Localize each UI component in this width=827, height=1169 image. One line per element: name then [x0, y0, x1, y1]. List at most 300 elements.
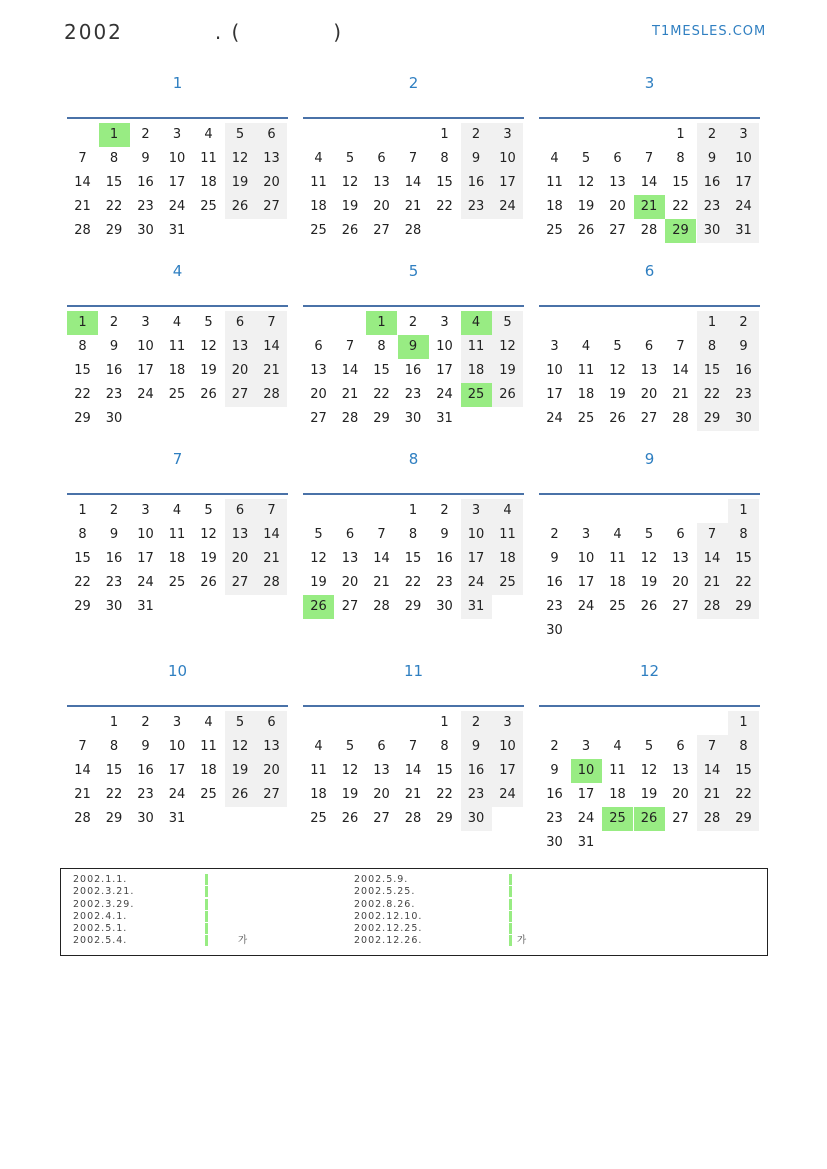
day-cell: 9 [109, 527, 119, 542]
day-cell: 2 [697, 123, 728, 147]
day-cell: 17 [492, 759, 523, 783]
day-cell: 19 [577, 199, 595, 214]
month-title: 9 [644, 450, 655, 468]
day-cell: 8 [109, 739, 119, 754]
day-cell: 2 [141, 715, 150, 730]
day-cell: 27 [672, 599, 689, 614]
day-cell: 26 [200, 575, 217, 590]
month-rule [67, 493, 288, 495]
day-cell: 24 [728, 195, 759, 219]
day-cell: 26 [577, 223, 595, 238]
day-cell: 4 [204, 715, 213, 730]
day-cell: 23 [461, 195, 492, 219]
day-cell: 12 [200, 339, 217, 354]
day-cell: 12 [640, 763, 658, 778]
day-cell: 25 [461, 383, 492, 407]
day-cell: 3 [581, 527, 591, 542]
day-cell: 12 [310, 551, 327, 566]
day-cell: 13 [225, 335, 256, 359]
day-cell: 24 [436, 387, 453, 402]
day-cell: 11 [546, 175, 563, 190]
day-cell: 26 [492, 383, 523, 407]
day-cell: 26 [225, 783, 256, 807]
day-cell: 5 [314, 527, 323, 542]
day-cell: 23 [546, 599, 563, 614]
holiday-note-row [354, 886, 422, 898]
day-cell: 5 [225, 123, 256, 147]
day-cell: 11 [609, 763, 626, 778]
day-cell: 20 [672, 575, 689, 590]
month-title: 11 [403, 662, 424, 680]
day-cell: 11 [168, 339, 186, 354]
day-cell: 5 [225, 711, 256, 735]
day-cell: 28 [74, 223, 91, 238]
holiday-date: 2002.5.9. [354, 874, 409, 885]
day-cell: 31 [168, 811, 186, 826]
holiday-note-row [73, 923, 134, 935]
day-cell: 25 [609, 599, 626, 614]
day-cell: 27 [310, 411, 327, 426]
day-cell: 6 [345, 527, 355, 542]
day-cell: 1 [109, 715, 119, 730]
day-cell: 2 [550, 527, 559, 542]
day-cell: 17 [728, 171, 759, 195]
month-rule [303, 117, 524, 119]
holiday-date: 2002.12.26. [354, 935, 423, 947]
holiday-note-row [73, 935, 249, 947]
day-cell: 31 [137, 599, 154, 614]
day-cell: 1 [78, 503, 87, 518]
day-cell: 1 [67, 311, 98, 335]
day-cell: 7 [345, 339, 355, 354]
day-cell: 22 [728, 571, 759, 595]
day-cell: 17 [577, 575, 595, 590]
day-cell: 18 [461, 359, 492, 383]
day-cell: 29 [105, 811, 123, 826]
day-cell: 4 [492, 499, 523, 523]
day-cell: 17 [461, 547, 492, 571]
day-cell: 31 [168, 223, 186, 238]
day-cell: 19 [225, 759, 256, 783]
day-cell: 28 [640, 223, 658, 238]
day-cell: 28 [256, 383, 287, 407]
day-cell: 17 [546, 387, 563, 402]
holiday-notes-right-column [354, 874, 528, 948]
day-cell: 10 [168, 151, 186, 166]
day-cell: 18 [200, 175, 217, 190]
day-cell: 16 [546, 575, 563, 590]
day-cell: 25 [310, 811, 327, 826]
day-cell: 5 [345, 739, 355, 754]
day-cell: 29 [697, 407, 728, 431]
day-cell: 9 [550, 551, 559, 566]
day-cell: 21 [256, 547, 287, 571]
day-cell: 9 [728, 335, 759, 359]
holiday-note-row [354, 899, 422, 911]
day-cell: 2 [461, 711, 492, 735]
day-cell: 4 [613, 739, 622, 754]
month-rule [67, 117, 288, 119]
day-cell: 2 [728, 311, 759, 335]
day-cell: 23 [105, 387, 123, 402]
day-cell: 22 [672, 199, 689, 214]
day-cell: 5 [644, 739, 654, 754]
day-cell: 11 [577, 363, 595, 378]
month-title: 7 [172, 450, 183, 468]
day-cell: 26 [200, 387, 217, 402]
day-cell: 3 [461, 499, 492, 523]
holiday-notes-box [60, 868, 768, 956]
day-cell: 18 [200, 763, 217, 778]
day-cell: 4 [172, 503, 182, 518]
day-cell: 15 [373, 363, 390, 378]
day-cell: 12 [341, 763, 359, 778]
day-cell: 17 [492, 171, 523, 195]
day-cell: 7 [697, 523, 728, 547]
day-cell: 3 [141, 503, 150, 518]
day-cell: 6 [314, 339, 323, 354]
day-cell: 16 [137, 763, 154, 778]
day-cell: 7 [644, 151, 654, 166]
holiday-desc: 가 [517, 935, 528, 947]
day-cell: 9 [398, 335, 429, 359]
month-rule [67, 305, 288, 307]
day-cell: 31 [436, 411, 453, 426]
day-cell: 20 [310, 387, 327, 402]
day-cell: 18 [310, 199, 327, 214]
day-cell: 19 [609, 387, 626, 402]
day-cell: 16 [105, 551, 123, 566]
day-cell: 14 [697, 759, 728, 783]
day-cell: 28 [697, 807, 728, 831]
month-title: 1 [172, 74, 183, 92]
day-cell: 21 [404, 787, 422, 802]
day-cell: 28 [404, 223, 422, 238]
day-cell: 16 [105, 363, 123, 378]
day-cell: 12 [609, 363, 626, 378]
day-cell: 6 [676, 739, 685, 754]
day-cell: 9 [461, 735, 492, 759]
day-cell: 4 [204, 127, 213, 142]
day-cell: 22 [728, 783, 759, 807]
day-cell: 23 [728, 383, 759, 407]
holiday-note-row [73, 911, 134, 923]
day-cell: 23 [404, 387, 422, 402]
day-cell: 23 [546, 811, 563, 826]
day-cell: 27 [225, 571, 256, 595]
day-cell: 18 [168, 551, 186, 566]
day-cell: 25 [200, 199, 217, 214]
month-rule [303, 305, 524, 307]
day-cell: 15 [728, 547, 759, 571]
day-cell: 13 [640, 363, 658, 378]
day-cell: 11 [310, 763, 327, 778]
day-cell: 19 [640, 787, 658, 802]
day-cell: 17 [436, 363, 453, 378]
holiday-marker [205, 911, 208, 922]
month-title: 2 [408, 74, 419, 92]
day-cell: 13 [672, 763, 689, 778]
day-cell: 16 [461, 759, 492, 783]
day-cell: 14 [404, 175, 422, 190]
day-cell: 6 [644, 339, 654, 354]
day-cell: 8 [728, 735, 759, 759]
day-cell: 1 [697, 311, 728, 335]
day-cell: 13 [672, 551, 689, 566]
holiday-date: 2002.5.1. [73, 923, 128, 935]
month-rule [303, 493, 524, 495]
day-cell: 22 [436, 787, 453, 802]
day-cell: 20 [225, 359, 256, 383]
day-cell: 27 [341, 599, 359, 614]
day-cell: 27 [373, 811, 390, 826]
day-cell: 15 [436, 763, 453, 778]
day-cell: 6 [613, 151, 622, 166]
day-cell: 1 [440, 127, 449, 142]
day-cell: 16 [697, 171, 728, 195]
day-cell: 6 [676, 527, 685, 542]
day-cell: 22 [436, 199, 453, 214]
day-cell: 23 [137, 199, 154, 214]
day-cell: 14 [74, 763, 91, 778]
day-cell: 22 [74, 575, 91, 590]
day-cell: 15 [105, 763, 123, 778]
day-cell: 19 [640, 575, 658, 590]
day-cell: 9 [141, 739, 150, 754]
day-cell: 26 [225, 195, 256, 219]
day-cell: 18 [546, 199, 563, 214]
day-cell: 8 [697, 335, 728, 359]
day-cell: 22 [105, 787, 123, 802]
day-cell: 25 [577, 411, 595, 426]
holiday-note-row [73, 899, 134, 911]
day-cell: 19 [341, 787, 359, 802]
day-cell: 10 [728, 147, 759, 171]
month-rule [67, 705, 288, 707]
day-cell: 19 [492, 359, 523, 383]
day-cell: 24 [461, 571, 492, 595]
day-cell: 20 [609, 199, 626, 214]
day-cell: 17 [137, 551, 154, 566]
day-cell: 12 [640, 551, 658, 566]
month-title: 4 [172, 262, 183, 280]
month-title: 10 [167, 662, 188, 680]
day-cell: 7 [697, 735, 728, 759]
day-cell: 5 [345, 151, 355, 166]
day-cell: 20 [640, 387, 658, 402]
day-cell: 30 [546, 835, 563, 850]
holiday-notes-left-column [73, 874, 249, 948]
holiday-marker [509, 935, 512, 946]
day-cell: 5 [204, 315, 213, 330]
day-cell: 11 [168, 527, 186, 542]
day-cell: 9 [141, 151, 150, 166]
day-cell: 29 [74, 411, 91, 426]
month-title: 8 [408, 450, 419, 468]
day-cell: 27 [256, 195, 287, 219]
day-cell: 19 [310, 575, 327, 590]
day-cell: 29 [404, 599, 422, 614]
day-cell: 6 [377, 151, 386, 166]
day-cell: 7 [377, 527, 386, 542]
day-cell: 6 [377, 739, 386, 754]
day-cell: 11 [200, 739, 217, 754]
day-cell: 22 [105, 199, 123, 214]
holiday-date: 2002.8.26. [354, 898, 416, 910]
day-cell: 16 [461, 171, 492, 195]
month-rule [539, 305, 760, 307]
day-cell: 25 [168, 387, 186, 402]
day-cell: 2 [550, 739, 559, 754]
holiday-date: 2002.3.21. [73, 886, 135, 898]
day-cell: 28 [697, 595, 728, 619]
day-cell: 9 [440, 527, 449, 542]
day-cell: 13 [256, 147, 287, 171]
day-cell: 25 [168, 575, 186, 590]
day-cell: 9 [109, 339, 119, 354]
day-cell: 24 [492, 783, 523, 807]
day-cell: 11 [461, 335, 492, 359]
day-cell: 24 [577, 811, 595, 826]
day-cell: 28 [341, 411, 359, 426]
day-cell: 23 [137, 787, 154, 802]
day-cell: 26 [341, 223, 359, 238]
day-cell: 31 [577, 835, 595, 850]
day-cell: 14 [256, 335, 287, 359]
day-cell: 8 [440, 151, 449, 166]
month-rule [539, 117, 760, 119]
day-cell: 3 [492, 711, 523, 735]
day-cell: 2 [461, 123, 492, 147]
day-cell: 24 [137, 575, 154, 590]
day-cell: 7 [78, 151, 87, 166]
day-cell: 21 [256, 359, 287, 383]
day-cell: 21 [341, 387, 359, 402]
day-cell: 6 [256, 123, 287, 147]
day-cell: 13 [225, 523, 256, 547]
day-cell: 5 [492, 311, 523, 335]
day-cell: 26 [609, 411, 626, 426]
day-cell: 20 [256, 759, 287, 783]
day-cell: 10 [492, 147, 523, 171]
day-cell: 22 [697, 383, 728, 407]
day-cell: 28 [404, 811, 422, 826]
day-cell: 30 [436, 599, 453, 614]
day-cell: 11 [609, 551, 626, 566]
day-cell: 17 [168, 175, 186, 190]
day-cell: 16 [546, 787, 563, 802]
day-cell: 20 [373, 787, 390, 802]
day-cell: 19 [341, 199, 359, 214]
day-cell: 15 [436, 175, 453, 190]
day-cell: 1 [676, 127, 685, 142]
day-cell: 16 [728, 359, 759, 383]
day-cell: 24 [546, 411, 563, 426]
day-cell: 28 [373, 599, 390, 614]
holiday-note-row [354, 923, 422, 935]
day-cell: 29 [436, 811, 453, 826]
day-cell: 8 [440, 739, 449, 754]
day-cell: 24 [492, 195, 523, 219]
day-cell: 13 [609, 175, 626, 190]
holiday-date: 2002.12.10. [354, 910, 423, 922]
holiday-note-row [354, 935, 528, 947]
month-rule [539, 705, 760, 707]
day-cell: 4 [550, 151, 559, 166]
day-cell: 25 [602, 807, 633, 831]
day-cell: 16 [436, 551, 453, 566]
day-cell: 30 [546, 623, 563, 638]
day-cell: 27 [225, 383, 256, 407]
day-cell: 4 [581, 339, 591, 354]
day-cell: 8 [78, 339, 87, 354]
day-cell: 18 [310, 787, 327, 802]
day-cell: 14 [256, 523, 287, 547]
day-cell: 8 [377, 339, 386, 354]
day-cell: 12 [225, 735, 256, 759]
day-cell: 29 [728, 595, 759, 619]
day-cell: 7 [676, 339, 685, 354]
site-brand-link[interactable]: T1MESLES.COM [652, 24, 767, 39]
day-cell: 28 [672, 411, 689, 426]
day-cell: 26 [341, 811, 359, 826]
day-cell: 12 [200, 527, 217, 542]
day-cell: 21 [634, 195, 665, 219]
day-cell: 17 [137, 363, 154, 378]
day-cell: 5 [613, 339, 622, 354]
day-cell: 27 [672, 811, 689, 826]
day-cell: 18 [609, 575, 626, 590]
holiday-marker [509, 886, 512, 897]
day-cell: 10 [436, 339, 453, 354]
day-cell: 21 [74, 199, 91, 214]
day-cell: 2 [109, 503, 119, 518]
day-cell: 24 [168, 199, 186, 214]
holiday-marker [509, 899, 512, 910]
day-cell: 23 [436, 575, 453, 590]
day-cell: 12 [492, 335, 523, 359]
holiday-marker [509, 911, 512, 922]
holiday-date: 2002.5.25. [354, 886, 416, 898]
day-cell: 13 [256, 735, 287, 759]
day-cell: 26 [303, 595, 334, 619]
day-cell: 24 [577, 599, 595, 614]
day-cell: 7 [256, 311, 287, 335]
day-cell: 11 [200, 151, 217, 166]
day-cell: 21 [74, 787, 91, 802]
day-cell: 15 [74, 363, 91, 378]
holiday-marker [205, 935, 208, 946]
month-rule [303, 705, 524, 707]
day-cell: 1 [728, 711, 759, 735]
day-cell: 27 [640, 411, 658, 426]
day-cell: 3 [172, 715, 182, 730]
day-cell: 27 [609, 223, 626, 238]
day-cell: 15 [697, 359, 728, 383]
day-cell: 3 [550, 339, 559, 354]
day-cell: 3 [172, 127, 182, 142]
day-cell: 1 [366, 311, 397, 335]
day-cell: 20 [341, 575, 359, 590]
day-cell: 10 [137, 339, 154, 354]
day-cell: 6 [225, 311, 256, 335]
day-cell: 14 [373, 551, 390, 566]
day-cell: 2 [408, 315, 418, 330]
day-cell: 3 [492, 123, 523, 147]
day-cell: 22 [373, 387, 390, 402]
holiday-marker [205, 874, 208, 885]
day-cell: 15 [105, 175, 123, 190]
